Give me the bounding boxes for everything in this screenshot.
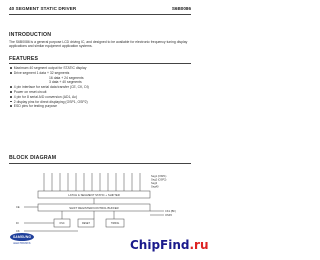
sub-block-label: OSC: [59, 222, 65, 225]
sub-block-label: TIMING: [110, 222, 120, 225]
pin-label: DI: [16, 222, 19, 225]
feature-item: 4 pin interface for serial data transfer (CE, CK, DI): [9, 85, 191, 90]
feature-item: Maximum 40 segment output for STATIC display: [9, 66, 191, 71]
page-header: [9, 6, 191, 13]
signal-label: Seg2 (OSP2): [151, 178, 167, 182]
header-title: 40 SEGMENT STATIC DRIVER: [9, 6, 77, 11]
watermark-right: .ru: [189, 238, 209, 252]
signal-label: Seg40: [151, 185, 159, 189]
shift-register-label: SHIFT REGISTER/CONTROL BUFFER: [69, 206, 119, 210]
feature-item: Power on reset circuit: [9, 90, 191, 95]
features-rule: [9, 63, 191, 64]
signal-label: Seg3: [151, 182, 158, 185]
feature-item: 2 display pins for direct displaying (OSP1, OSP2): [9, 100, 191, 105]
pin-label: OSP2: [165, 214, 172, 217]
block-diagram: [14, 171, 186, 241]
header-part-number: S6B0086: [171, 6, 191, 11]
block-diagram-heading: BLOCK DIAGRAM: [9, 155, 57, 161]
intro-text: The S6B0086 is a general purpose LCD driving IC, and designed to be available for electronic frequency tuning display applications and similar equipment application systems.: [9, 40, 188, 49]
feature-item: ESD pins for testing purpose: [9, 104, 191, 109]
feature-item: Drive segment 1 data + 32 segments: [9, 71, 191, 76]
chipfind-watermark: [130, 238, 209, 252]
features-heading: FEATURES: [9, 56, 39, 62]
watermark-left: ChipFind: [130, 238, 190, 252]
feature-subitem: 3 data + 40 segments: [49, 80, 82, 85]
logo-subtitle: ELECTRONICS: [13, 242, 31, 245]
feature-item: 4 pin for 8 serial A/D conversion (AD1, Ac): [9, 95, 191, 100]
features-list: [9, 66, 191, 109]
header-rule: [9, 14, 191, 15]
logo-brand: SAMSUNG: [12, 234, 32, 239]
sub-block-label: RESET: [82, 222, 90, 225]
latch-block-label: LATCH & SEGMENT STATIC + SHIFTER: [68, 193, 120, 197]
pin-label: CK: [16, 230, 20, 233]
pin-label: CE: [16, 206, 20, 209]
intro-heading: INTRODUCTION: [9, 32, 52, 38]
block-diagram-rule: [9, 163, 191, 164]
signal-label: Seg1 (OSP1): [151, 175, 167, 178]
feature-subitem: 16 data + 24 segments: [49, 75, 84, 80]
samsung-logo: [10, 233, 34, 247]
pin-label: CK1 (BF): [165, 210, 176, 213]
